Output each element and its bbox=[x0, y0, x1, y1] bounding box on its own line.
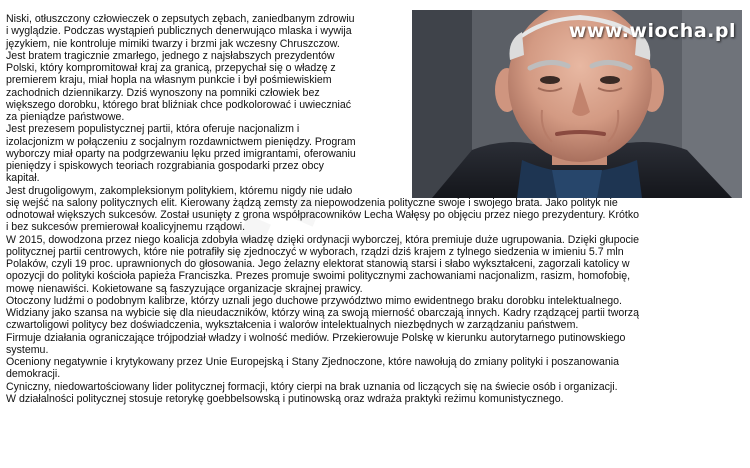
paragraph-separation-of-powers: Firmuje działania ograniczające trójpodział władzy i wolność mediów. Przekierowuje Polskę w kierunku autorytarnego putinowskiego systemu. bbox=[6, 331, 626, 356]
site-logo: www.wiocha.pl bbox=[568, 20, 736, 42]
paragraph-politician: się wejść na salony politycznych elit. Kierowany żądzą zemsty za niepowodzenia polityczne swoje i swojego brata. Jako polityk nie odnotował większych sukcesów. Został usunięty z grona współpracowników Lecha Wałęsy po objęciu przez niego prezydentury. Krótko i bez sukcesów premierował koalicyjnemu rządowi. bbox=[6, 196, 640, 234]
paragraph-surrounded: Otoczony ludźmi o podobnym kalibrze, którzy uznali jego duchowe przywództwo mimo ewidentnego braku dorobku intelektualnego. bbox=[6, 294, 622, 307]
portrait-photo bbox=[412, 10, 742, 198]
paragraph-rhetoric: W działalności politycznej stosuje retorykę goebbelsowską i putinowską oraz wdraża praktyki reżimu komunistycznego. bbox=[6, 392, 564, 405]
paragraph-appearance: Niski, otłuszczony człowieczek o zepsutych zębach, zaniedbanym zdrowiu i wyglądzie. Podczas wystąpień publicznych denerwująco mlaska i wywija językiem, nie kontroluje mimiki twarzy i brzmi jak wczesny Chruszczow. bbox=[6, 13, 355, 50]
paragraph-2015-coalition: W 2015, dowodzona przez niego koalicja zdobyła władzę dzięki ordynacji wyborczej, która premiuje duże ugrupowania. Dzięki głupocie politycznej partii centrowych, które nie potrafiły się zjednoczyć w wyborach, rządzi dziś krajem z tylnego siedzenia w imieniu 5.7 mln Polaków, czyli 19 proc. uprawnionych do głosowania. Jego żelazny elektorat stanowią starsi i słabo wykształceni, zagorzali katolicy w opozycji do polityki kościoła papieża Franciszka. Prezes promuje swoimi politycznymi zachowaniami nacjonalizm, rasizm, homofobię, mowę nienawiści. Kokietowane są faszyzujące organizacje skrajnej prawicy. bbox=[6, 233, 640, 295]
paragraph-brother: Jest bratem tragicznie zmarłego, jednego z najsłabszych prezydentów Polski, który kompromitował kraj za granicą, przepychał się o władzę z premierem kraju, miał hopla na własnym punkcie i był pośmiewiskiem zachodnich dziennikarzy. Dziś wynoszony na pomniki człowiek bez większego dorobku, którego brat bliźniak chce podkolorować i uwieczniać za pieniądze państwowe. bbox=[6, 49, 352, 123]
paragraph-party: Jest prezesem populistycznej partii, która oferuje nacjonalizm i izolacjonizm w połączeniu z socjalnym rozdawnictwem pieniędzy. Program wyborczy miał oparty na podgrzewaniu lęku przed imigrantami, oferowaniu pieniędzy i spiskowych teoriach rozgrabiania gospodarki przez obcy kapitał. bbox=[6, 123, 356, 185]
paragraph-eu-usa: Oceniony negatywnie i krytykowany przez Unie Europejską i Stany Zjednoczone, które nawołują do zmiany polityki i poszanowania demokracji. bbox=[6, 356, 619, 381]
paragraph-cynical-leader: Cyniczny, niedowartościowany lider politycznej formacji, który cierpi na brak uznania od liczących się na świecie osób i organizacji. bbox=[6, 380, 618, 393]
paragraph-politician-first-line: Jest drugoligowym, zakompleksionym politykiem, któremu nigdy nie udało bbox=[6, 184, 353, 197]
paragraph-opportunity: Widziany jako szansa na wybicie się dla nieudaczników, którzy winą za swoją mierność obarczają innych. Kadry rządzącej partii tworzą czwartoligowi politycy bez doświadczenia, wykształcenia i walorów intelektualnych niezbędnych w zarządzaniu państwem. bbox=[6, 307, 639, 332]
